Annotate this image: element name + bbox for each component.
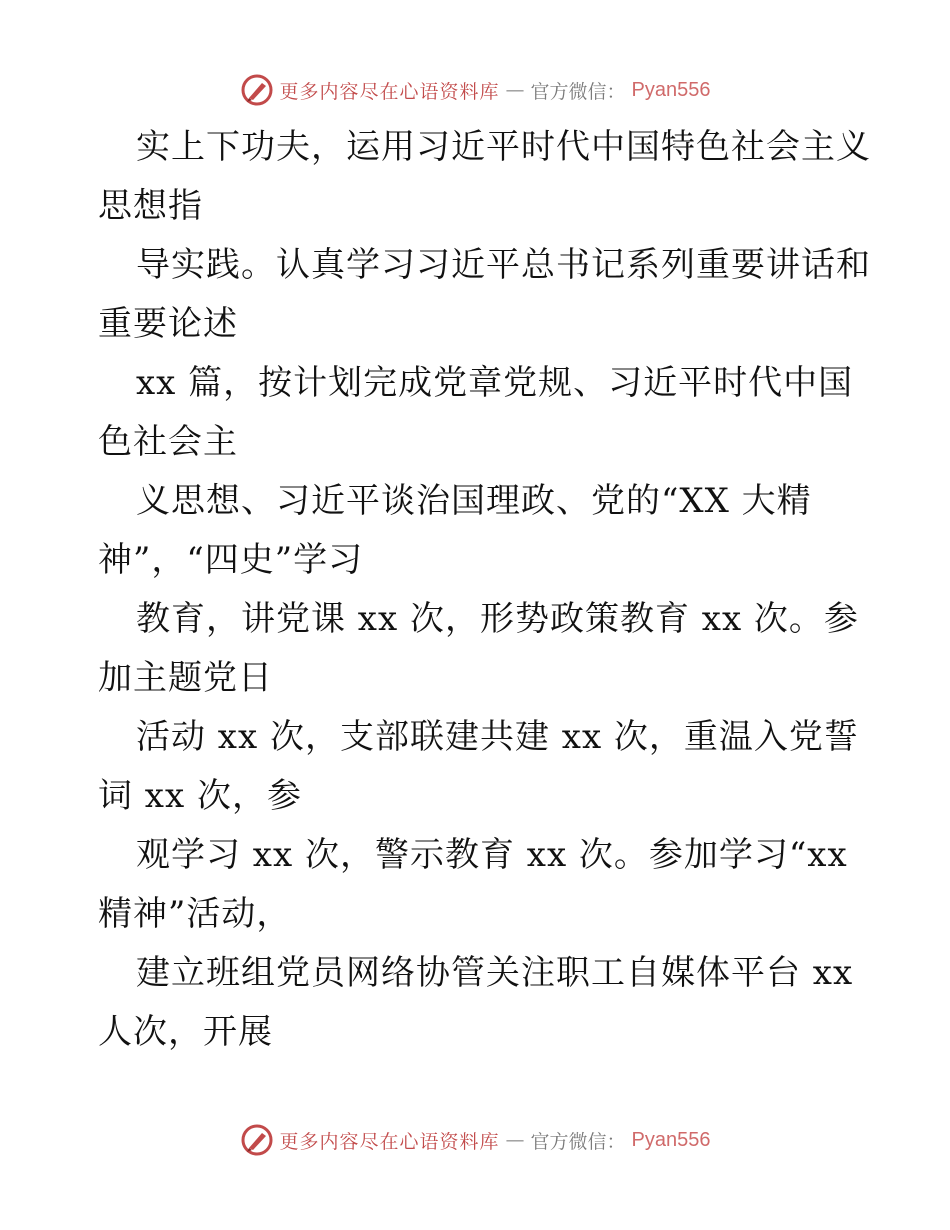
watermark-brand-text: 更多内容尽在心语资料库 xyxy=(279,80,500,103)
footer-watermark xyxy=(0,1120,950,1160)
paragraph-line: 建立班组党员网络协管关注职工自媒体平台 xx xyxy=(136,953,854,993)
watermark-separator: — xyxy=(505,1129,525,1151)
watermark-wechat-label: 官方微信： xyxy=(530,80,626,103)
paragraph-line: 词 xx 次，参 xyxy=(98,776,302,816)
header-watermark xyxy=(0,70,950,110)
paragraph-line: 重要论述 xyxy=(98,304,238,344)
paragraph-line: 思想指 xyxy=(98,186,203,226)
watermark-wechat-id: Pyan556 xyxy=(631,1128,711,1151)
paragraph-line: 神”，“四史”学习 xyxy=(98,540,364,580)
paragraph-line: xx 篇，按计划完成党章党规、习近平时代中国 xyxy=(136,363,854,403)
watermark-separator: — xyxy=(505,79,525,101)
paragraph-line: 义思想、习近平谈治国理政、党的“XX 大精 xyxy=(136,481,812,521)
pen-logo-icon xyxy=(240,1123,274,1157)
paragraph-line: 导实践。认真学习习近平总书记系列重要讲话和 xyxy=(136,245,871,285)
paragraph-line: 观学习 xx 次，警示教育 xx 次。参加学习“xx xyxy=(136,835,848,875)
paragraph-line: 人次，开展 xyxy=(98,1012,273,1052)
paragraph-line: 精神”活动， xyxy=(98,894,292,934)
document-body xyxy=(98,118,871,1062)
paragraph-line: 实上下功夫，运用习近平时代中国特色社会主义 xyxy=(136,127,871,167)
paragraph-line: 教育，讲党课 xx 次，形势政策教育 xx 次。参 xyxy=(136,599,859,639)
paragraph-line: 活动 xx 次，支部联建共建 xx 次，重温入党誓 xyxy=(136,717,859,757)
watermark-brand-text: 更多内容尽在心语资料库 xyxy=(279,1130,500,1153)
watermark-wechat-label: 官方微信： xyxy=(530,1130,626,1153)
watermark-wechat-id: Pyan556 xyxy=(631,78,711,101)
pen-logo-icon xyxy=(240,73,274,107)
paragraph-line: 色社会主 xyxy=(98,422,238,462)
paragraph-line: 加主题党日 xyxy=(98,658,273,698)
